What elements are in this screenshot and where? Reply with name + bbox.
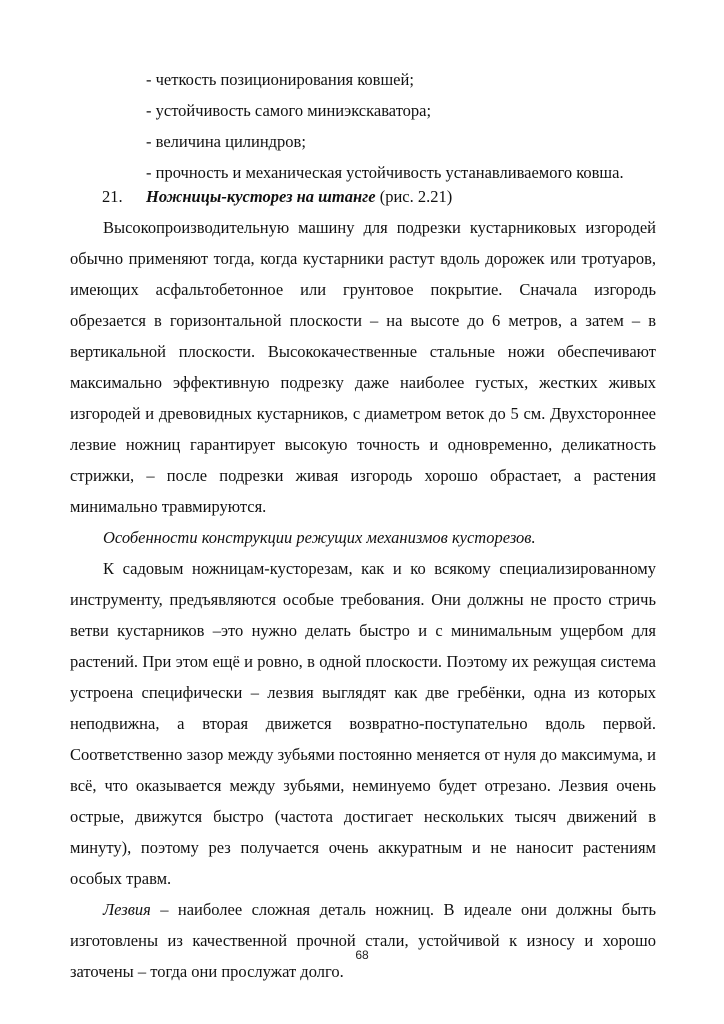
section-title: Ножницы-кусторез на штанге xyxy=(146,187,376,206)
section-heading xyxy=(102,181,662,212)
page-number: 68 xyxy=(355,948,369,962)
figure-reference: (рис. 2.21) xyxy=(375,187,453,206)
bullet-item: - величина цилиндров; xyxy=(146,132,306,151)
bullet-item: - прочность и механическая устойчивость устанавливаемого ковша. xyxy=(146,163,624,182)
bullet-list xyxy=(146,64,676,188)
bullet-item: - четкость позиционирования ковшей; xyxy=(146,70,414,89)
section-number: 21. xyxy=(102,187,123,206)
subheading: Особенности конструкции режущих механизмов кусторезов. xyxy=(103,528,536,547)
paragraph-3 xyxy=(70,894,656,987)
bullet-item: - устойчивость самого миниэкскаватора; xyxy=(146,101,432,120)
paragraph-3-text: – наиболее сложная деталь ножниц. В идеале они должны быть изготовлены из качественной прочной стали, устойчивой к износу и хорошо заточены – тогда они прослужат долго. xyxy=(70,900,656,981)
paragraph-1: Высокопроизводительную машину для подрезки кустарниковых изгородей обычно применяют тогда, когда кустарники растут вдоль дорожек или тротуаров, имеющих асфальтобетонное или грунтовое покрытие. Сначала изгородь обрезается в горизонтальной плоскости – на высоте до 6 метров, а затем – в вертикальной плоскости. Высококачественные стальные ножи обеспечивают максимально эффективную подрезку даже наиболее густых, жестких живых изгородей и древовидных кустарников, с диаметром веток до 5 см. Двухстороннее лезвие ножниц гарантирует высокую точность и одновременно, деликатность стрижки, – после подрезки живая изгородь хорошо обрастает, а растения минимально травмируются. xyxy=(70,218,656,516)
paragraph-2: К садовым ножницам-кусторезам, как и ко всякому специализированному инструменту, предъявляются особые требования. Они должны не просто стричь ветви кустарников –это нужно делать быстро и с минимальным ущербом для растений. При этом ещё и ровно, в одной плоскости. Поэтому их режущая система устроена специфически – лезвия выглядят как две гребёнки, одна из которых неподвижна, а вторая движется возвратно-поступательно вдоль первой. Соответственно зазор между зубьями постоянно меняется от нуля до максимума, и всё, что оказывается между зубьями, неминуемо будет отрезано. Лезвия очень острые, движутся быстро (частота достигает нескольких тысяч движений в минуту), поэтому рез получается очень аккуратным и не наносит растениям особых травм. xyxy=(70,559,656,888)
paragraph-3-term: Лезвия xyxy=(103,900,151,919)
paragraph-1-block xyxy=(70,212,656,987)
